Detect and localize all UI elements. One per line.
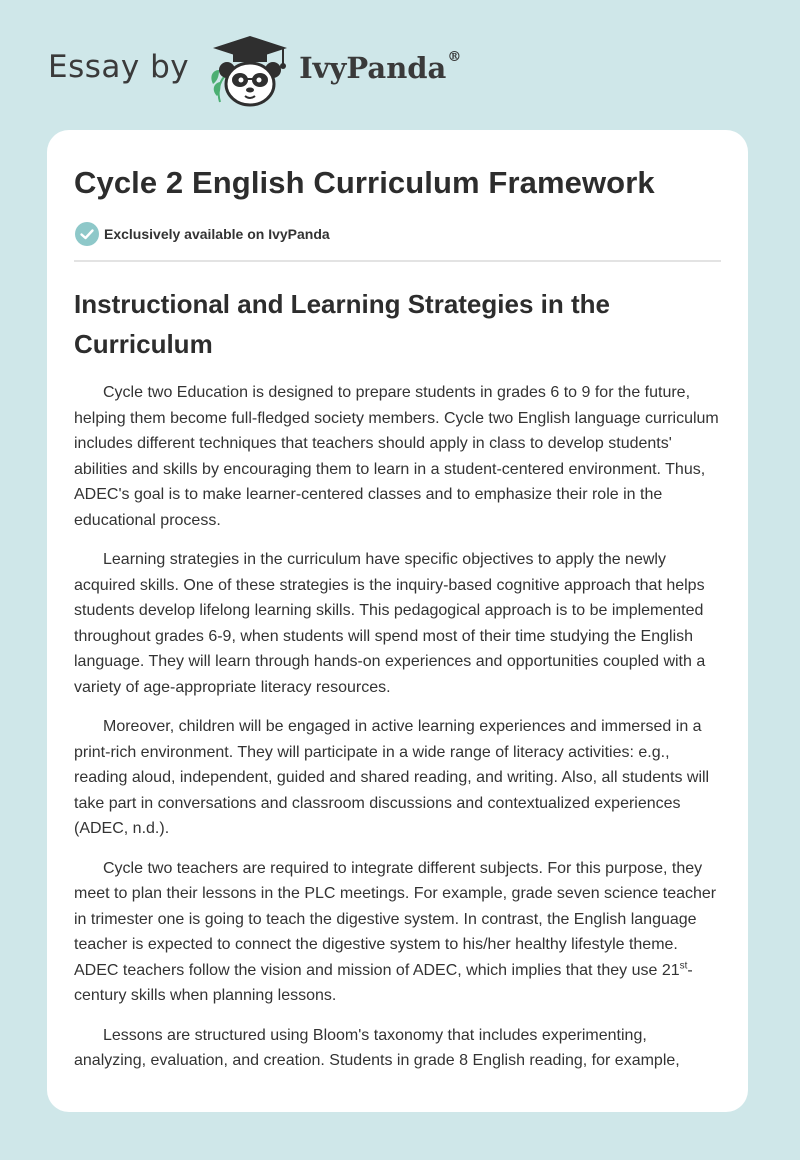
exclusive-badge	[74, 221, 721, 247]
section-heading: Instructional and Learning Strategies in the Curriculum	[74, 289, 610, 359]
check-circle-icon	[74, 221, 100, 247]
paragraph: Lessons are structured using Bloom's taxonomy that includes experimenting, analyzing, evaluation, and creation. Students in grade 8 English reading, for example,	[74, 1026, 680, 1069]
page-title: Cycle 2 English Curriculum Framework	[74, 165, 655, 200]
divider	[74, 260, 721, 262]
essay-body	[74, 380, 721, 1074]
paragraph: Cycle two teachers are required to integrate different subjects. For this purpose, they meet to plan their lessons in the PLC meetings. For example, grade seven science teacher in trimester one is going to teach the digestive system. In contrast, the English language teacher is expected to connect the digestive system to his/her healthy lifestyle theme. ADEC teachers follow the vision and mission of ADEC, which implies that they use 21st-century skills when planning lessons.	[74, 859, 717, 1004]
brand-prefix: Essay by	[48, 49, 190, 85]
paragraph: Moreover, children will be engaged in active learning experiences and immersed in a print-rich environment. They will participate in a wide range of literacy activities: e.g., reading aloud, independent, guided and shared reading, and writing. Also, all students will take part in conversations and classroom discussions and contextualized experiences (ADEC, n.d.).	[74, 718, 710, 837]
site-brand[interactable]	[48, 30, 461, 110]
panda-graduate-icon	[205, 30, 295, 110]
essay-card	[47, 130, 748, 1112]
paragraph: Cycle two Education is designed to prepare students in grades 6 to 9 for the future, helping them become full-fledged society members. Cycle two English language curriculum includes different techniques that teachers should apply in class to develop students' abilities and skills by encouraging them to learn in a student-centered environment. Thus, ADEC's goal is to make learner-centered classes and to emphasize their role in the educational process.	[74, 384, 719, 529]
brand-name: IvyPanda®	[299, 49, 462, 85]
paragraph: Learning strategies in the curriculum have specific objectives to apply the newly acquired skills. One of these strategies is the inquiry-based cognitive approach that helps students develop lifelong learning skills. This pedagogical approach is to be implemented throughout grades 6-9, when students will spend most of their time studying the English language. They will learn through hands-on experiences and opportunities coupled with a variety of age-appropriate literacy resources.	[74, 551, 706, 696]
exclusive-label: Exclusively available on IvyPanda	[104, 226, 330, 242]
